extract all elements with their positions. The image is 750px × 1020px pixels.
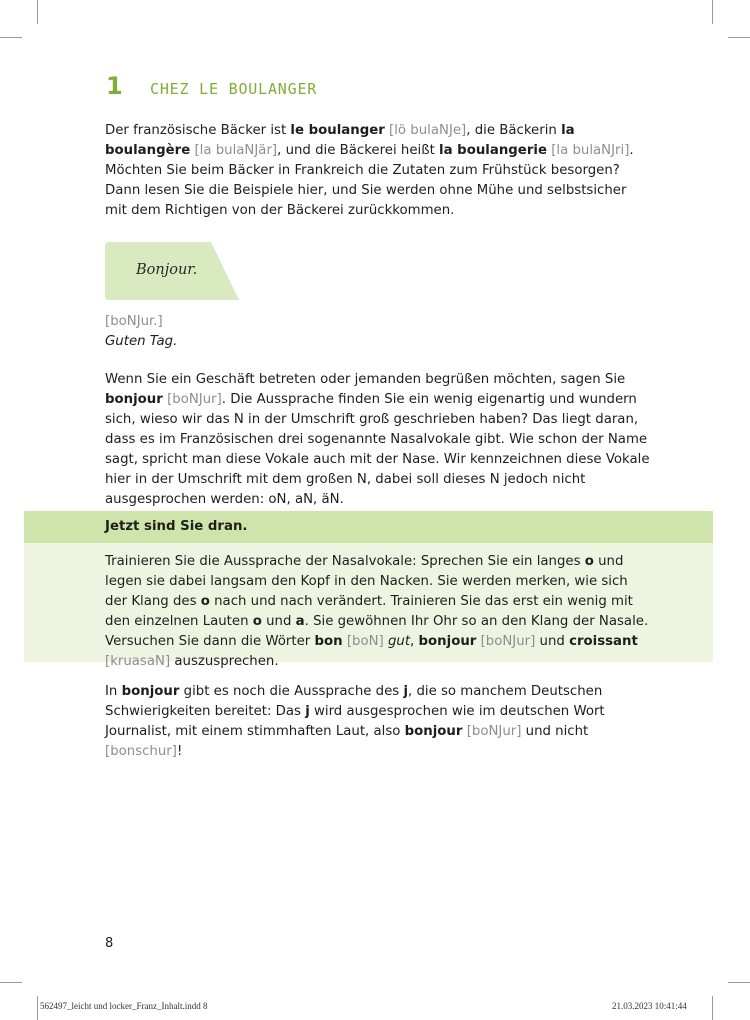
pronunciation: [kruasaN] [105,654,171,669]
bold-term: bon [314,634,343,649]
bold-term: o [252,614,262,629]
pronunciation: [la bulaNJär] [194,143,278,158]
text-run: , [410,634,419,649]
page-number: 8 [105,936,114,951]
pronunciation: [boNJur] [480,634,536,649]
crop-mark [728,982,750,983]
pronunciation: [boNJur] [466,724,522,739]
text-run: Wenn Sie ein Geschäft betreten oder jemanden begrüßen möchten, sagen Sie [105,372,626,387]
example-phonetics [105,312,177,352]
pronunciation: [la bulaNJri] [551,143,630,158]
crop-mark [0,37,22,38]
text-run: auszusprechen. [170,654,279,669]
pronunciation: [boNJur] [167,392,222,407]
pronunciation: [bonschur] [105,744,177,759]
closing-paragraph [105,682,650,762]
text-run: wird ausgesprochen wie im deutschen Wort Journalist, mit einem stimmhaften Laut, also [105,704,605,739]
bold-term: la boulangère [105,123,575,158]
text-run: und nicht [521,724,589,739]
text-run: gut [387,634,411,649]
bold-term: la boulangerie [439,143,547,158]
bold-term: a [295,614,305,629]
crop-mark [37,0,38,24]
footer-timestamp: 21.03.2023 10:41:44 [612,1001,687,1011]
text-run: , und die Bäckerei heißt [277,143,440,158]
crop-mark [0,982,22,983]
exercise-header [24,511,713,543]
bold-term: bonjour [105,392,163,407]
crop-mark [712,0,713,24]
example-translation: Guten Tag. [105,334,178,349]
intro-paragraph [105,121,650,221]
crop-mark [712,996,713,1020]
bold-term: le boulanger [290,123,385,138]
bold-term: o [200,594,210,609]
bold-term: bonjour [404,724,463,739]
text-run: gibt es noch die Aussprache des [179,684,404,699]
text-run: nach und nach verändert. Trainieren Sie das erst ein wenig mit den einzelnen Lauten [105,594,633,629]
bold-term: j [305,704,310,719]
text-run: ! [176,744,183,759]
text-run: , die so manchem Deutschen Schwierigkeiten bereitet: Das [105,684,603,719]
exercise-paragraph [105,552,650,672]
chapter-number: 1 [106,72,123,100]
text-run: und legen sie dabei langsam den Kopf in den Nacken. Sie werden merken, wie sich der Klang des [105,554,628,609]
bold-term: o [584,554,594,569]
bold-term: j [403,684,408,699]
text-run: . Sie gewöhnen Ihr Ohr so an den Klang der Nasale. Versuchen Sie dann die Wörter [105,614,649,649]
bold-term: bonjour [121,684,180,699]
text-run: Trainieren Sie die Aussprache der Nasalvokale: Sprechen Sie ein langes [105,554,585,569]
example-phrase: Bonjour. [136,262,198,278]
example-phonetic: [boNJur.] [105,314,163,329]
crop-mark [37,996,38,1020]
pronunciation: [boN] [346,634,384,649]
bold-term: croissant [569,634,638,649]
pronunciation: [lö bulaNJe] [389,123,467,138]
chapter-title: CHEZ LE BOULANGER [150,80,318,98]
text-run: und [535,634,570,649]
text-run: und [261,614,296,629]
text-run: Der französische Bäcker ist [105,123,291,138]
exercise-box [24,543,713,669]
text-run: . Möchten Sie beim Bäcker in Frankreich die Zutaten zum Frühstück besorgen? Dann lesen Sie die Beispiele hier, und Sie werden ohne Mühe und selbstsicher mit dem Richtigen von der Bäckerei zurückkommen. [105,143,634,218]
crop-mark [728,37,750,38]
exercise-heading: Jetzt sind Sie dran. [105,519,248,534]
example-callout [105,242,239,300]
footer-filename: 562497_leicht und locker_Franz_Inhalt.indd 8 [40,1001,208,1011]
text-run: In [105,684,122,699]
explanation-paragraph [105,370,650,510]
text-run: , die Bäckerin [466,123,562,138]
bold-term: bonjour [418,634,477,649]
chapter-heading [106,72,317,100]
text-run: . Die Aussprache finden Sie ein wenig eigenartig und wundern sich, wieso wir das N in der Umschrift groß geschrieben haben? Das liegt daran, dass es im Französischen drei sogenannte Nasalvokale gibt. Wie schon der Name sagt, spricht man diese Vokale auch mit der Nase. Wir kennzeichnen diese Vokale hier in der Umschrift mit dem großen N, dabei soll dieses N jedoch nicht ausgesprochen werden: oN, aN, äN. [105,392,650,507]
